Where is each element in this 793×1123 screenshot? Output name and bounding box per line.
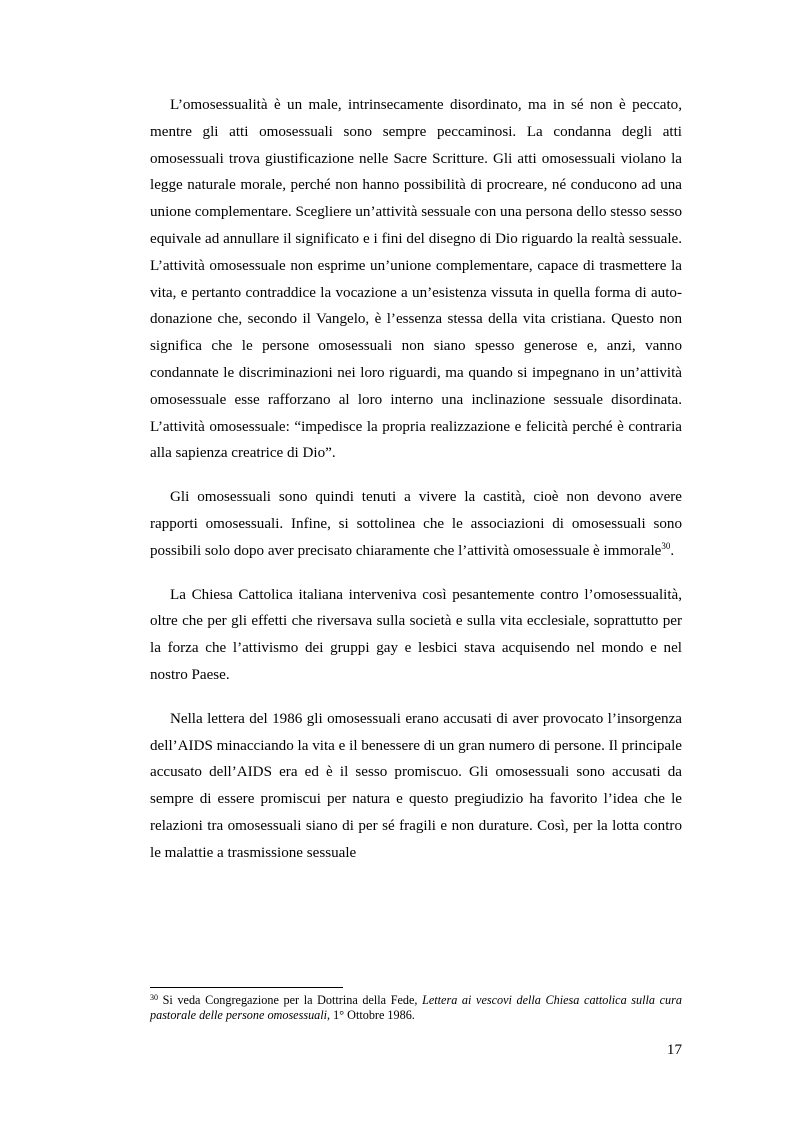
paragraph-1 — [150, 92, 682, 467]
page-body — [150, 92, 682, 884]
paragraph-3-text: La Chiesa Cattolica italiana interveniva così pesantemente contro l’omosessualità, oltre che per gli effetti che riversava sulla società e sulla vita ecclesiale, soprattutto per la forza che l’attivismo dei gruppi gay e lesbici stava acquisendo nel mondo e nel nostro Paese. — [150, 586, 682, 683]
paragraph-2-end: . — [670, 542, 675, 559]
footnote-text-before: Si veda Congregazione per la Dottrina della Fede, — [158, 993, 423, 1007]
footnote-text-after: , 1° Ottobre 1986. — [327, 1008, 415, 1022]
footnote — [150, 993, 682, 1023]
paragraph-2 — [150, 484, 682, 564]
paragraph-4 — [150, 706, 682, 867]
footnote-cited-title: Lettera ai vescovi della Chiesa cattolica sulla cura pastorale delle persone omosessuali — [150, 993, 682, 1022]
paragraph-1-text: L’omosessualità è un male, intrinsecamente disordinato, ma in sé non è peccato, mentre gli atti omosessuali sono sempre peccaminosi. La condanna degli atti omosessuali trova giustificazione nelle Sacre Scritture. Gli atti omosessuali violano la legge naturale morale, perché non hanno possibilità di procreare, né conducono ad una unione complementare. Scegliere un’attività sessuale con una persona dello stesso sesso equivale ad annullare il significato e i fini del disegno di Dio riguardo la realtà sessuale. L’attività omosessuale non esprime un’unione complementare, capace di trasmettere la vita, e pertanto contraddice la vocazione a un’esistenza vissuta in quella forma di auto-donazione che, secondo il Vangelo, è l’essenza stessa della vita cristiana. Questo non significa che le persone omosessuali non siano spesso generose e, anzi, vanno condannate le discriminazioni nei loro riguardi, ma quando si impegnano in un’attività omosessuale esse rafforzano al loro interno una inclinazione sessuale disordinata. L’attività omosessuale: “impedisce la propria realizzazione e felicità perché è contraria alla sapienza creatrice di Dio”. — [150, 97, 682, 462]
page-number: 17 — [666, 1042, 682, 1058]
footnote-separator — [150, 987, 343, 988]
paragraph-4-text: Nella lettera del 1986 gli omosessuali erano accusati di aver provocato l’insorgenza dell’AIDS minacciando la vita e il benessere di un gran numero di persone. Il principale accusato dell’AIDS era ed è il sesso promiscuo. Gli omosessuali sono accusati da sempre di essere promiscui per natura e questo pregiudizio ha favorito l’idea che le relazioni tra omosessuali siano di per sé fragili e non durature. Così, per la lotta contro le malattie a trasmissione sessuale — [150, 710, 682, 861]
paragraph-3 — [150, 582, 682, 689]
paragraph-2-text: Gli omosessuali sono quindi tenuti a vivere la castità, cioè non devono avere rapporti omosessuali. Infine, si sottolinea che le associazioni di omosessuali sono possibili solo dopo aver precisato chiaramente che l’attività omosessuale è immorale — [150, 489, 682, 559]
footnote-reference[interactable]: 30 — [661, 540, 671, 551]
footnote-number: 30 — [150, 993, 158, 1002]
